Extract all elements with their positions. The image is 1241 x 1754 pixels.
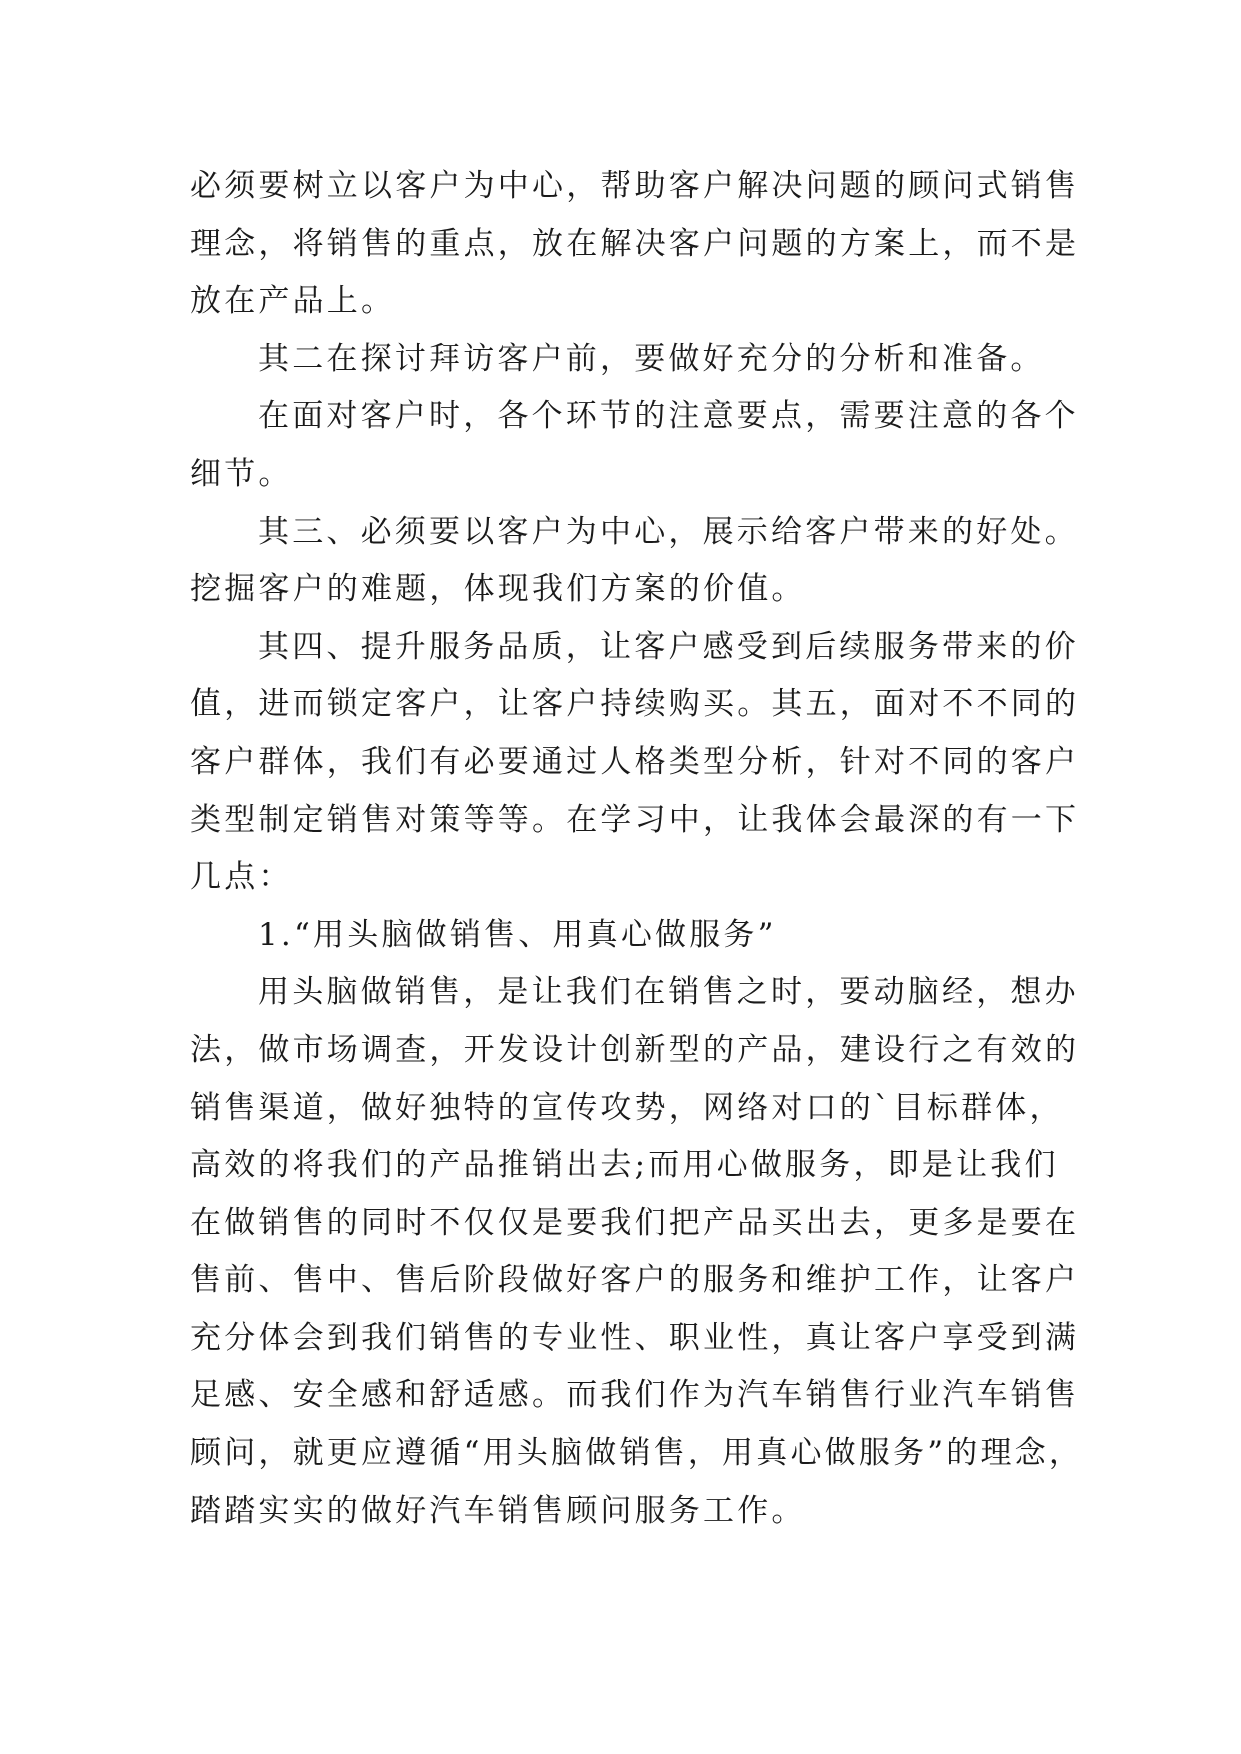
text-line: 1.“用头脑做销售、用真心做服务”: [258, 916, 777, 953]
text-line: 其三、必须要以客户为中心，展示给客户带来的好处。: [258, 513, 1079, 550]
text-line: 售前、售中、售后阶段做好客户的服务和维护工作，让客户: [190, 1262, 1080, 1299]
text-line: 在做销售的同时不仅仅是要我们把产品买出去，更多是要在: [190, 1204, 1080, 1241]
text-line: 在面对客户时，各个环节的注意要点，需要注意的各个: [258, 398, 1079, 435]
text-line: 其四、提升服务品质，让客户感受到后续服务带来的价: [258, 628, 1079, 665]
text-line: 放在产品上。: [190, 283, 396, 320]
text-line: 其二在探讨拜访客户前，要做好充分的分析和准备。: [258, 340, 1045, 377]
text-line: 理念，将销售的重点，放在解决客户问题的方案上，而不是: [190, 225, 1080, 262]
text-line: 挖掘客户的难题，体现我们方案的价值。: [190, 571, 806, 608]
text-line: 顾问，就更应遵循“用头脑做销售，用真心做服务”的理念，: [190, 1435, 1084, 1472]
text-line: 值，进而锁定客户，让客户持续购买。其五，面对不不同的: [190, 686, 1080, 723]
text-line: 充分体会到我们销售的专业性、职业性，真让客户享受到满: [190, 1319, 1080, 1356]
text-line: 用头脑做销售，是让我们在销售之时，要动脑经，想办: [258, 974, 1079, 1011]
text-line: 类型制定销售对策等等。在学习中，让我体会最深的有一下: [190, 801, 1080, 838]
text-line: 几点：: [190, 859, 293, 896]
text-line: 法，做市场调查，开发设计创新型的产品，建设行之有效的: [190, 1031, 1080, 1068]
text-line: 必须要树立以客户为中心，帮助客户解决问题的顾问式销售: [190, 168, 1080, 204]
body-text: [190, 158, 1084, 1540]
text-line: 足感、安全感和舒适感。而我们作为汽车销售行业汽车销售: [190, 1377, 1080, 1414]
text-line: 踏踏实实的做好汽车销售顾问服务工作。: [190, 1492, 806, 1529]
text-line: 高效的将我们的产品推销出去;而用心做服务，即是让我们: [190, 1147, 1059, 1184]
text-line: 销售渠道，做好独特的宣传攻势，网络对口的`目标群体，: [190, 1089, 1064, 1126]
text-line: 细节。: [190, 455, 293, 492]
text-line: 客户群体，我们有必要通过人格类型分析，针对不同的客户: [190, 743, 1080, 780]
